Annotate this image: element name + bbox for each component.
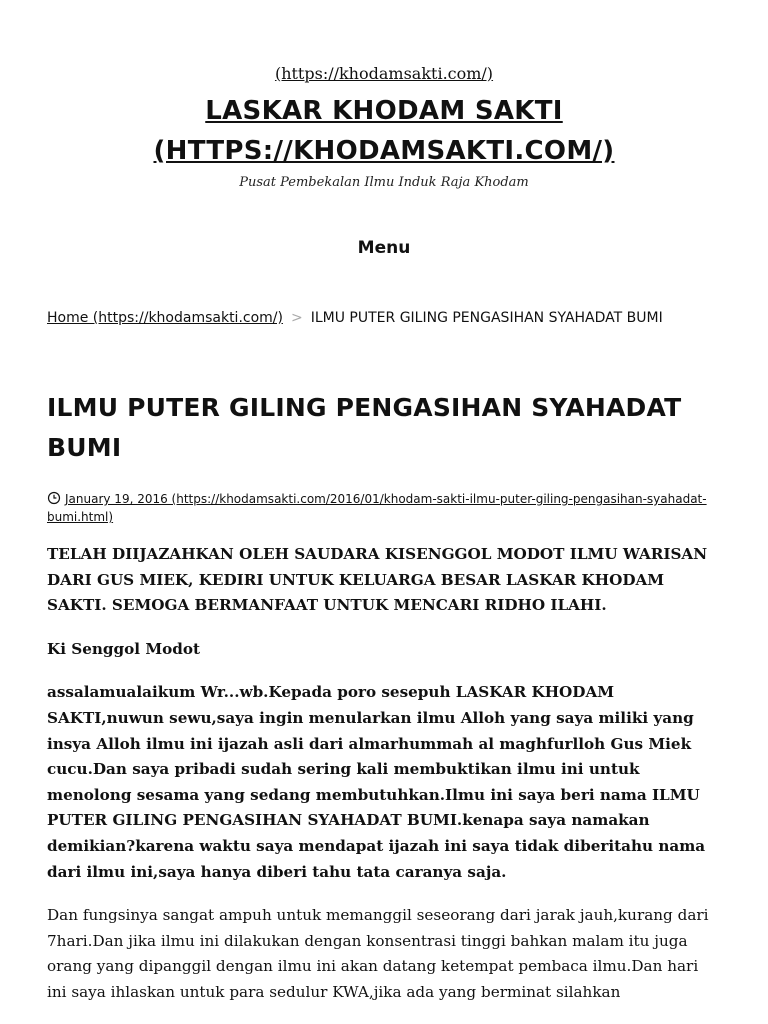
article-date-link[interactable]: January 19, 2016 (https://khodamsakti.com/2016/01/khodam-sakti-ilmu-puter-giling-pengasihan-syahadat-bumi.html) [47, 492, 707, 524]
site-title-line1: LASKAR KHODAM SAKTI [205, 96, 563, 126]
breadcrumb [47, 310, 768, 326]
site-title-link[interactable] [154, 96, 615, 166]
site-tagline: Pusat Pembekalan Ilmu Induk Raja Khodam [239, 175, 529, 190]
site-header [0, 0, 768, 258]
body-paragraph: assalamualaikum Wr...wb.Kepada poro sesepuh LASKAR KHODAM SAKTI,nuwun sewu,saya ingin menularkan ilmu Alloh yang saya miliki yang insya Alloh ilmu ini ijazah asli dari almarhummah al maghfurlloh Gus Miek cucu.Dan saya pribadi sudah sering kali membuktikan ilmu ini untuk menolong sesama yang sedang membutuhkan.Ilmu ini saya beri nama ILMU PUTER GILING PENGASIHAN SYAHADAT BUMI.kenapa saya namakan demikian?karena waktu saya mendapat ijazah ini saya tidak diberitahu nama dari ilmu ini,saya hanya diberi tahu tata caranya saja. [47, 683, 706, 881]
home-link[interactable]: (https://khodamsakti.com/) [274, 64, 494, 83]
article-meta [47, 490, 721, 526]
article-title: ILMU PUTER GILING PENGASIHAN SYAHADAT BUMI [47, 393, 682, 462]
author-name: Ki Senggol Modot [47, 639, 201, 658]
breadcrumb-current: ILMU PUTER GILING PENGASIHAN SYAHADAT BUMI [310, 310, 663, 326]
site-title-line2: (HTTPS://KHODAMSAKTI.COM/) [153, 136, 615, 166]
site-title [0, 91, 768, 171]
menu-button[interactable]: Menu [357, 238, 411, 258]
breadcrumb-separator: > [290, 310, 303, 326]
body-paragraph: Dan fungsinya sangat ampuh untuk memanggil seseorang dari jarak jauh,kurang dari 7hari.Dan jika ilmu ini dilakukan dengan konsentrasi tinggi bahkan malam itu juga orang yang dipanggil dengan ilmu ini akan datang ketempat pembaca ilmu.Dan hari ini saya ihlaskan untuk para sedulur KWA,jika ada yang berminat silahkan [47, 906, 709, 1001]
clock-icon [47, 491, 61, 505]
intro-paragraph: TELAH DIIJAZAHKAN OLEH SAUDARA KISENGGOL MODOT ILMU WARISAN DARI GUS MIEK, KEDIRI UNTUK KELUARGA BESAR LASKAR KHODAM SAKTI. SEMOGA BERMANFAAT UNTUK MENCARI RIDHO ILAHI. [47, 545, 708, 615]
breadcrumb-home-link[interactable]: Home (https://khodamsakti.com/) [47, 310, 283, 326]
article-content [47, 542, 721, 1006]
